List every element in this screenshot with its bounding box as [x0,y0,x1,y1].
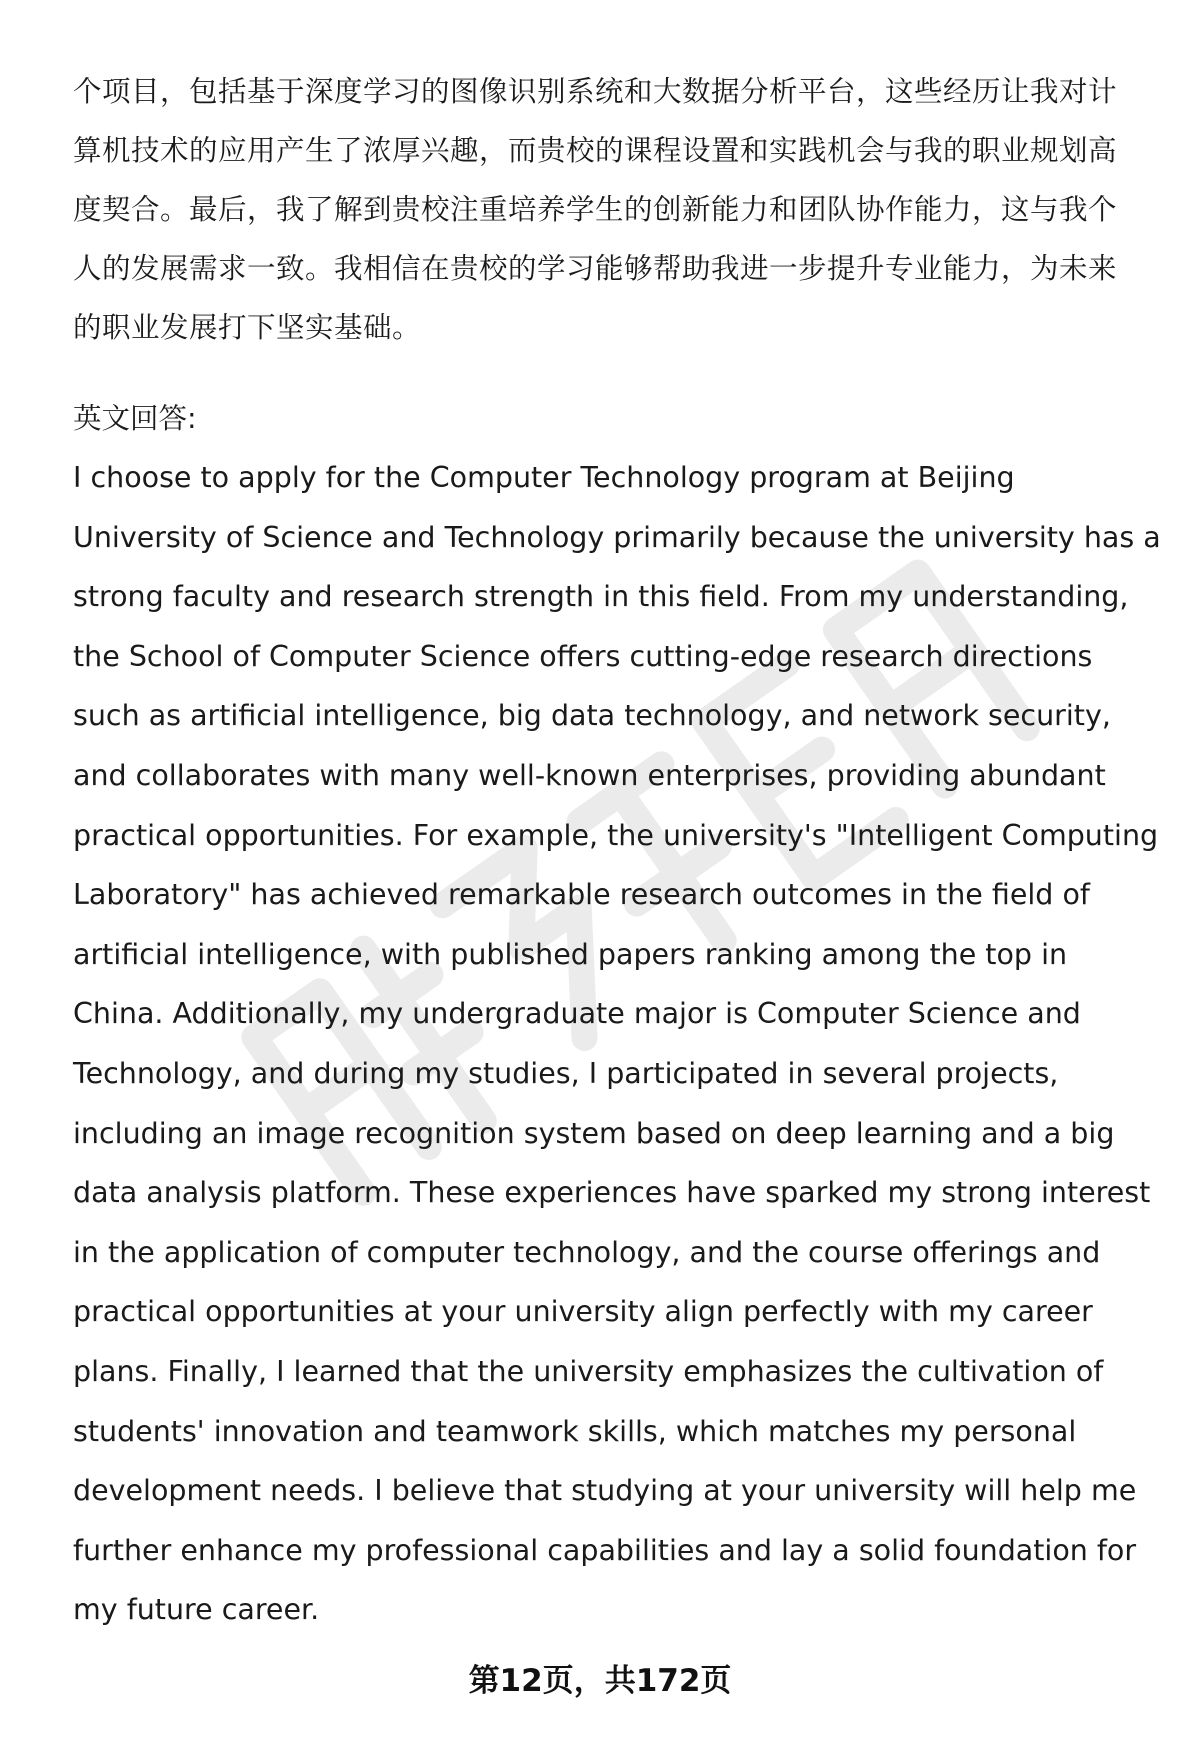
english-answer-paragraph [73,448,1163,1640]
english-answer-heading: 英文回答: [73,402,197,435]
english-line: further enhance my professional capabilities and lay a solid foundation for [73,1533,1137,1567]
english-line: Laboratory" has achieved remarkable research outcomes in the field of [73,878,1090,912]
english-line: practical opportunities. For example, the university's "Intelligent Computing [73,818,1159,852]
english-line: the School of Computer Science offers cutting-edge research directions [73,639,1093,673]
chinese-line: 度契合。最后，我了解到贵校注重培养学生的创新能力和团队协作能力，这与我个 [73,193,1118,226]
english-line: Technology, and during my studies, I participated in several projects, [73,1056,1059,1090]
english-line: plans. Finally, I learned that the university emphasizes the cultivation of [73,1354,1104,1388]
english-line: and collaborates with many well-known enterprises, providing abundant [73,758,1106,792]
english-line: China. Additionally, my undergraduate major is Computer Science and [73,997,1081,1031]
chinese-line: 的职业发展打下坚实基础。 [73,311,422,344]
english-line: development needs. I believe that studying at your university will help me [73,1474,1137,1508]
english-line: data analysis platform. These experiences have sparked my strong interest [73,1176,1151,1210]
english-line: artificial intelligence, with published papers ranking among the top in [73,937,1068,971]
english-line: University of Science and Technology primarily because the university has a [73,520,1161,554]
chinese-line: 个项目，包括基于深度学习的图像识别系统和大数据分析平台，这些经历让我对计 [73,75,1118,108]
chinese-line: 算机技术的应用产生了浓厚兴趣，而贵校的课程设置和实践机会与我的职业规划高 [73,134,1118,167]
english-line: students' innovation and teamwork skills, which matches my personal [73,1414,1077,1448]
english-line: practical opportunities at your university align perfectly with my career [73,1295,1093,1329]
chinese-paragraph [73,62,1153,357]
english-line: in the application of computer technology, and the course offerings and [73,1235,1101,1269]
english-line: strong faculty and research strength in this field. From my understanding, [73,580,1129,614]
chinese-line: 人的发展需求一致。我相信在贵校的学习能够帮助我进一步提升专业能力，为未来 [73,252,1118,285]
page-number-footer: 第12页，共172页 [468,1663,732,1699]
english-line: including an image recognition system based on deep learning and a big [73,1116,1115,1150]
english-line: I choose to apply for the Computer Technology program at Beijing [73,461,1015,494]
english-line: such as artificial intelligence, big data technology, and network security, [73,699,1111,733]
english-line: my future career. [73,1593,320,1627]
